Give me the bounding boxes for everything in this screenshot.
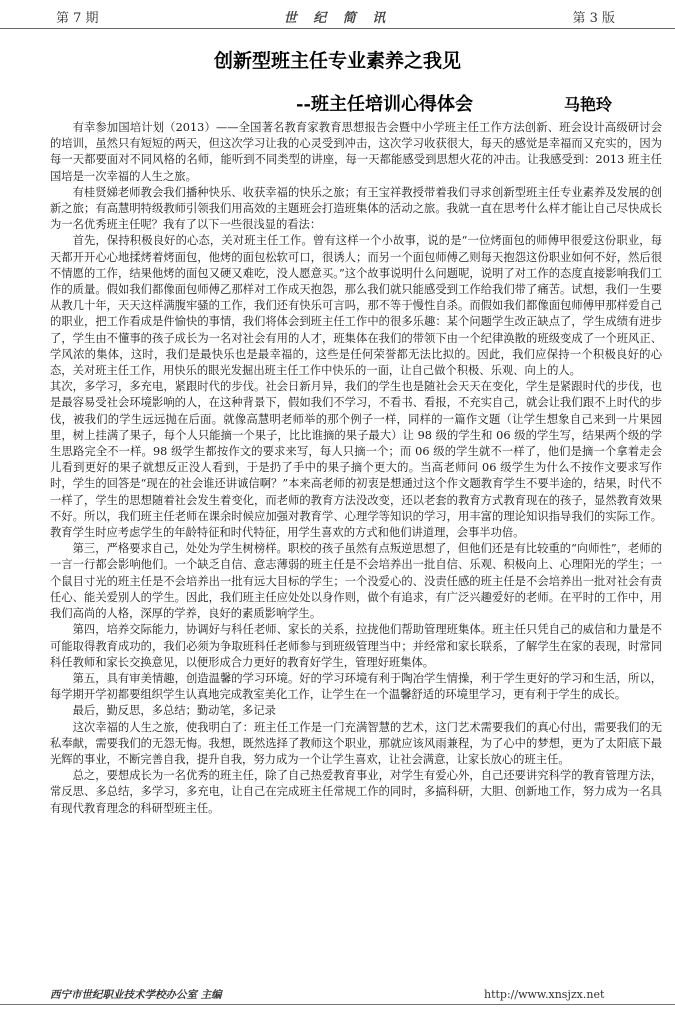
paragraph: 其次，多学习，多充电，紧跟时代的步伐。社会日新月异，我们的学生也是随社会天天在变化，学生是紧跟时代的步伐，也是最容易受社会环境影响的人，在这种背景下，假如我们不学习，不看书、看报，不充实自己，就会让我们跟不上时代的步伐，被我们的学生远远抛在后面。就像高慧明老师举的那个例子一样，同样的一篇作文题（让学生想象自己来到一片果园里，树上挂满了果子，每个人只能摘一个果子，比比谁摘的果子最大）让 98 级的学生和 06 级的学生写，结果两个级的学生思路完全不一样。98 级学生都按作文的要求来写，每人只摘一个；而 06 级的学生就不一样了，他们是摘一个拿着走会儿看到更好的果子就想反正没人看到，于是扔了手中的果子摘个更大的。当高老师问 06 级学生为什么不按作文要求写作时，学生的回答是“现在的社会谁还讲诚信啊？”本来高老师的初衷是想通过这个作文题教育学生不要半途的，结果，时代不一样了，学生的思想随着社会发生着变化，而老师的教育方法没改变，还以老套的教育方式教育现在的孩子，显然教育效果不好。所以，我们班主任老师在课余时候应加强对教育学、心理学等知识的学习，用丰富的理论知识指导我们的实际工作。教育学生时应考虑学生的年龄特征和时代特征，用学生喜欢的方式和他们讲道理，会事半功倍。 — [50, 380, 662, 540]
article-author: 马艳玲 — [564, 95, 613, 114]
page-header — [0, 0, 675, 29]
article-subtitle: --班主任培训心得体会 — [296, 94, 473, 115]
page-footer — [0, 988, 675, 1018]
paragraph: 最后，勤反思，多总结；勤动笔，多记录 — [72, 704, 276, 718]
paragraph: 第四，培养交际能力，协调好与科任老师、家长的关系，拉拢他们帮助管理班集体。班主任只凭自己的威信和力量是不可能取得教育成功的，我们必须为争取班科任老师参与到班级管理当中；并经常和家长联系，了解学生在家的表现，时常同科任教师和家长交换意见，以便形成合力更好的教育好学生，管理好班集体。 — [50, 623, 662, 669]
paragraph: 第三，严格要求自己，处处为学生树榜样。职校的孩子虽然有点叛逆思想了，但他们还是有比较重的“向师性”，老师的一言一行都会影响他们。一个缺乏自信、意志薄弱的班主任是不会培养出一批自信、乐观、积极向上、心理阳光的学生；一个鼠目寸光的班主任是不会培养出一批有远大目标的学生；一个没爱心的、没责任感的班主任是不会培养出一批对社会有责任心、能关爱别人的学生。因此，我们班主任应处处以身作则，做个有追求，有广泛兴趣爱好的老师。在平时的工作中，用我们高尚的人格，深厚的学养，良好的素质影响学生。 — [50, 542, 662, 621]
paragraph: 这次幸福的人生之旅，使我明白了：班主任工作是一门充满智慧的艺术，这门艺术需要我们的真心付出，需要我们的无私奉献，需要我们的无怨无悔。我想，既然选择了教师这个职业，那就应该风雨兼程，为了心中的梦想，更为了太阳底下最光辉的事业，不断完善自我，提升自我，努力成为一个让学生喜欢，让社会满意，让家长放心的班主任。 — [50, 720, 662, 766]
article-body — [50, 120, 662, 817]
footer-url[interactable]: http://www.xnsjzx.net — [484, 988, 605, 1001]
paragraph: 第五，具有审美情趣，创造温馨的学习环境。好的学习环境有利于陶冶学生情操，利于学生更好的学习和生活，所以，每学期开学初都要组织学生认真地完成教室美化工作，让学生在一个温馨舒适的环境里学习，更有利于学生的成长。 — [50, 671, 662, 702]
paragraph: 有桂贤娣老师教会我们播种快乐、收获幸福的快乐之旅；有王宝祥教授带着我们寻求创新型班主任专业素养及发展的创新之旅；有高慧明特级教师引领我们用高效的主题班会打造班集体的活动之旅。我就一直在思考什么样才能让自己尽快成长为一名优秀班主任呢？我有了以下一些很浅显的看法： — [50, 185, 662, 232]
newsletter-name: 世 纪 简 讯 — [283, 11, 392, 26]
paragraph: 总之，要想成长为一名优秀的班主任，除了自己热爱教育事业，对学生有爱心外，自己还要讲究科学的教育管理方法，常反思、多总结，多学习，多充电，让自己在完成班主任常规工作的同时，多搞科研，大胆、创新地工作，努力成为一名具有现代教育理念的科研型班主任。 — [50, 769, 662, 815]
paragraph: 首先，保持积极良好的心态，关对班主任工作。曾有这样一个小故事，说的是“一位烤面包的师傅甲很爱这份职业，每天都开开心心地揉烤着烤面包，他烤的面包松软可口，很诱人；而另一个面包师傅乙则每天抱怨这份职业如何不好，然后很不情愿的工作，结果他烤的面包又硬又难吃，没人愿意买。”这个故事说明什么问题呢，说明了对工作的态度直接影响我们工作的质量。假如我们都像面包师傅乙那样对工作成天抱怨，那么我们就只能感受到工作给我们带了痛苦。试想，我们一生要从教几十年，天天这样满腹牢骚的工作，我们还有快乐可言吗，那不等于慢性自杀。而假如我们都像面包师傅甲那样爱自己的职业，把工作看成是件愉快的事情，我们将体会到班主任工作中的很多乐趣：某个问题学生改正缺点了，学生成绩有进步了，学生由不懂事的孩子成长为一名对社会有用的人才，班集体在我们的带领下由一个纪律涣散的班级变成了一个班风正、学风浓的集体，这时，我们是最快乐也是最幸福的，这些是任何荣誉都无法比拟的。因此，我们应保持一个积极良好的心态，关对班主任工作，用快乐的眼光发掘出班主任工作中快乐的一面，让自己做个积极、乐观、向上的人。 — [50, 234, 662, 378]
article-title: 创新型班主任专业素养之我见 — [213, 50, 461, 72]
page-number: 第 3 版 — [572, 11, 615, 26]
paragraph: 有幸参加国培计划（2013）——全国著名教育家教育思想报告会暨中小学班主任工作方法创新、班会设计高级研讨会的培训，虽然只有短短的两天，但这次学习让我的心灵受到冲击，这次学习收获很大，每天的感觉是幸福而又充实的，因为每一天都要面对不同风格的名师，能听到不同类型的讲座，每一天都能感受到思想火花的冲击。让我感受到：2013 班主任国培是一次幸福的人生之旅。 — [50, 121, 662, 183]
issue-number: 第 7 期 — [56, 11, 99, 26]
footer-editor: 西宁市世纪职业技术学校办公室 主编 — [50, 989, 222, 1001]
